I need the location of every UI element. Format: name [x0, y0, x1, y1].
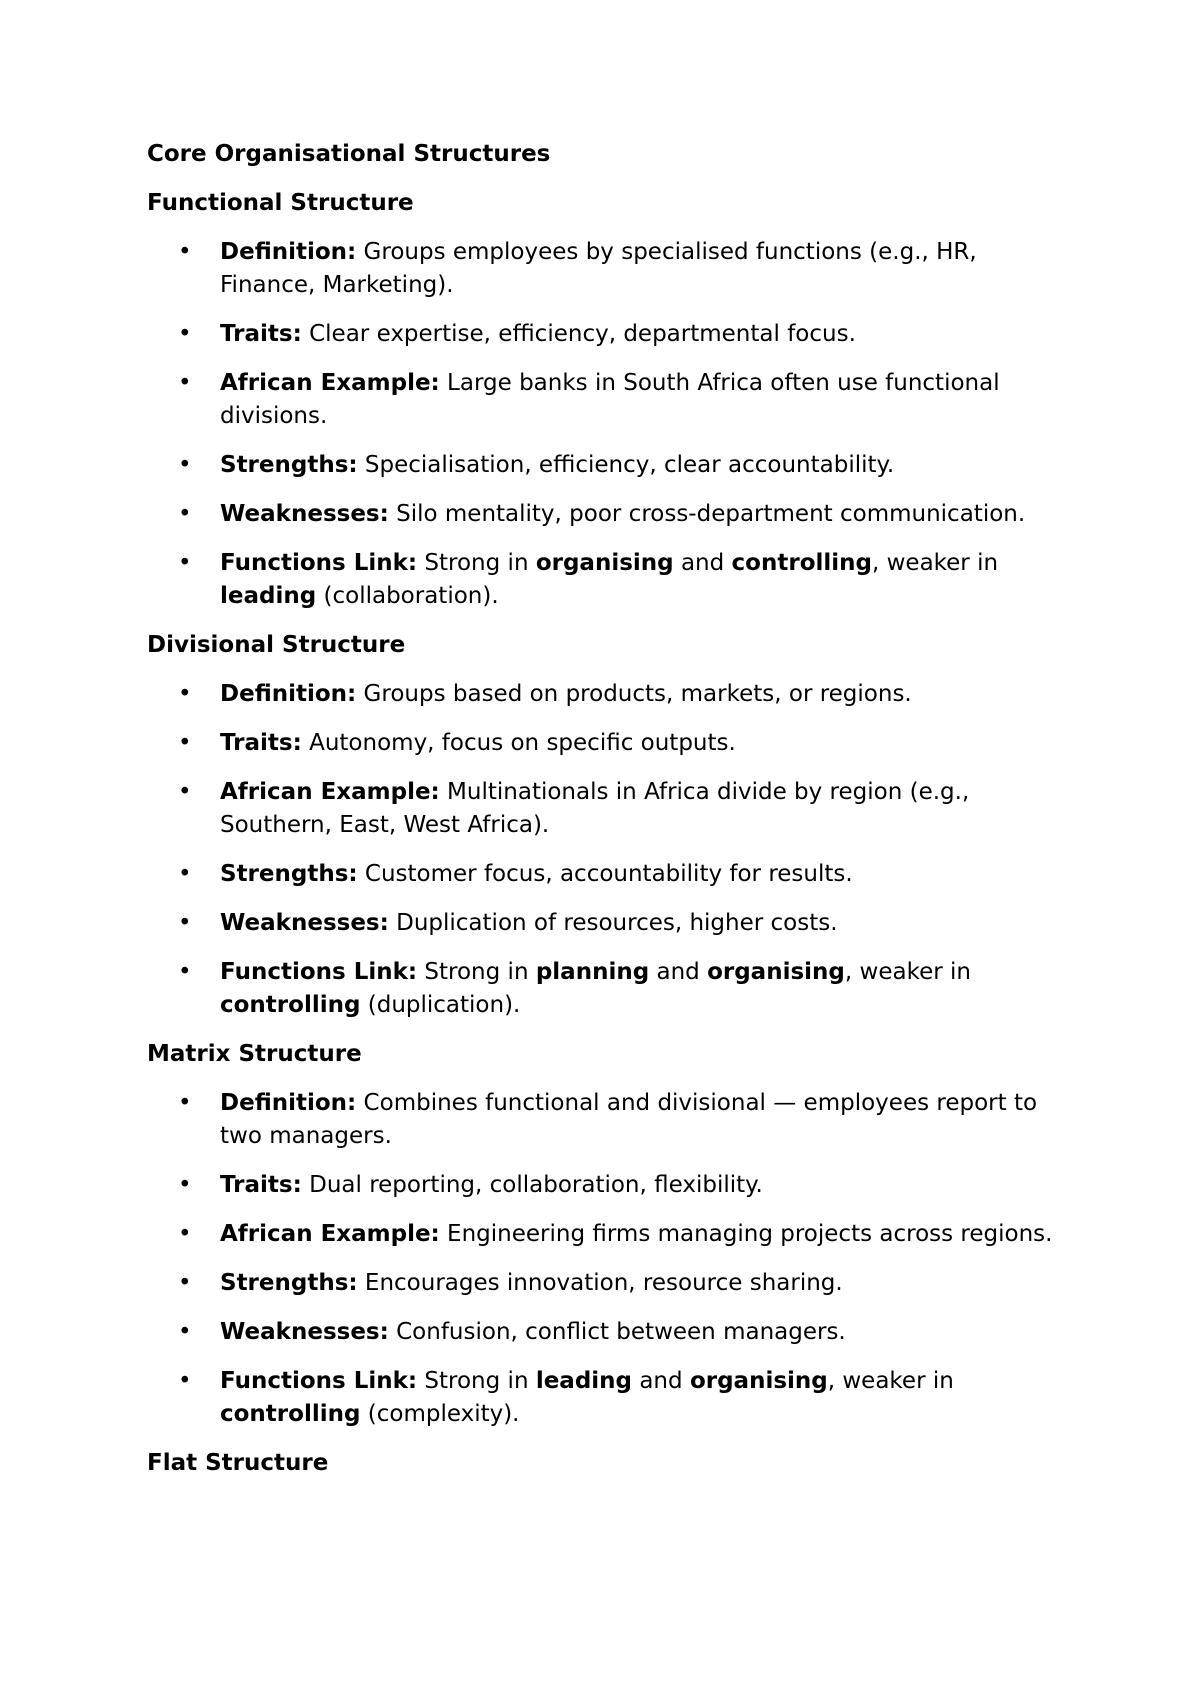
- bullet-icon: •: [178, 1270, 192, 1296]
- bold-text: Weaknesses:: [220, 910, 389, 936]
- list-item: [147, 318, 1067, 351]
- bullet-icon: •: [178, 370, 192, 396]
- bold-text: Weaknesses:: [220, 1319, 389, 1345]
- list-item: [147, 858, 1067, 891]
- list-item: [147, 956, 1067, 1022]
- list-item: [147, 547, 1067, 613]
- body-text: , weaker in: [871, 550, 999, 576]
- body-text: , weaker in: [844, 959, 971, 985]
- bold-text: controlling: [220, 992, 361, 1018]
- bullet-list: [147, 678, 1067, 1022]
- body-text: Clear expertise, efficiency, departmental focus.: [301, 321, 856, 347]
- bullet-icon: •: [178, 1172, 192, 1198]
- list-item: [147, 367, 1067, 433]
- bold-text: planning: [535, 959, 650, 985]
- bold-text: controlling: [220, 1401, 361, 1427]
- body-text: Duplication of resources, higher costs.: [388, 910, 838, 936]
- bold-text: African Example:: [220, 370, 440, 396]
- bullet-icon: •: [178, 1319, 192, 1345]
- body-text: (collaboration).: [316, 583, 499, 609]
- body-text: Large banks in South Africa often use functional divisions.: [220, 370, 1000, 429]
- list-item: [147, 236, 1067, 302]
- bold-text: Traits:: [220, 1172, 302, 1198]
- bullet-icon: •: [178, 501, 192, 527]
- bold-text: Strengths:: [220, 861, 358, 887]
- document-title: Core Organisational Structures: [147, 141, 551, 167]
- bullet-icon: •: [178, 681, 192, 707]
- bullet-icon: •: [178, 1368, 192, 1394]
- body-text: (duplication).: [360, 992, 521, 1018]
- bold-text: Traits:: [220, 321, 302, 347]
- bullet-list: [147, 1087, 1067, 1431]
- bold-text: leading: [535, 1368, 633, 1394]
- body-text: Silo mentality, poor cross-department communication.: [388, 501, 1026, 527]
- bullet-icon: •: [178, 910, 192, 936]
- body-text: Strong in: [417, 1368, 536, 1394]
- bold-text: Weaknesses:: [220, 501, 389, 527]
- bullet-icon: •: [178, 959, 192, 985]
- bold-text: Functions Link:: [220, 1368, 418, 1394]
- body-text: Dual reporting, collaboration, flexibility.: [301, 1172, 763, 1198]
- list-item: [147, 907, 1067, 940]
- list-item: [147, 1218, 1067, 1251]
- body-text: , weaker in: [827, 1368, 954, 1394]
- body-text: Confusion, conflict between managers.: [388, 1319, 846, 1345]
- bold-text: African Example:: [220, 779, 440, 805]
- section-heading: Flat Structure: [147, 1450, 329, 1476]
- list-item: [147, 776, 1067, 842]
- body-text: Groups based on products, markets, or regions.: [356, 681, 912, 707]
- bullet-icon: •: [178, 550, 192, 576]
- bold-text: Traits:: [220, 730, 302, 756]
- bold-text: African Example:: [220, 1221, 440, 1247]
- list-item: [147, 498, 1067, 531]
- bullet-icon: •: [178, 239, 192, 265]
- bullet-icon: •: [178, 321, 192, 347]
- bullet-icon: •: [178, 452, 192, 478]
- list-item: [147, 1087, 1067, 1153]
- section-heading: Divisional Structure: [147, 632, 406, 658]
- bullet-icon: •: [178, 1090, 192, 1116]
- section-heading: Functional Structure: [147, 190, 414, 216]
- body-text: Engineering firms managing projects across regions.: [439, 1221, 1053, 1247]
- body-text: and: [649, 959, 708, 985]
- list-item: [147, 678, 1067, 711]
- list-item: [147, 727, 1067, 760]
- bold-text: leading: [220, 583, 317, 609]
- body-text: Combines functional and divisional — employees report to two managers.: [220, 1090, 1038, 1149]
- bullet-icon: •: [178, 1221, 192, 1247]
- bold-text: Definition:: [220, 681, 357, 707]
- list-item: [147, 1365, 1067, 1431]
- bold-text: Functions Link:: [220, 550, 418, 576]
- body-text: (complexity).: [360, 1401, 520, 1427]
- bold-text: Functions Link:: [220, 959, 418, 985]
- bullet-list: [147, 236, 1067, 613]
- bold-text: Strengths:: [220, 452, 358, 478]
- bold-text: controlling: [731, 550, 872, 576]
- list-item: [147, 1316, 1067, 1349]
- list-item: [147, 1267, 1067, 1300]
- body-text: and: [673, 550, 732, 576]
- bold-text: Definition:: [220, 1090, 357, 1116]
- document-body: [147, 138, 1067, 1496]
- bullet-icon: •: [178, 861, 192, 887]
- bullet-icon: •: [178, 779, 192, 805]
- bold-text: organising: [689, 1368, 828, 1394]
- body-text: Groups employees by specialised functions (e.g., HR, Finance, Marketing).: [220, 239, 977, 298]
- bold-text: Definition:: [220, 239, 357, 265]
- section-heading: Matrix Structure: [147, 1041, 362, 1067]
- bold-text: Strengths:: [220, 1270, 358, 1296]
- body-text: Strong in: [417, 550, 536, 576]
- bold-text: organising: [707, 959, 845, 985]
- body-text: Strong in: [417, 959, 536, 985]
- list-item: [147, 449, 1067, 482]
- body-text: Customer focus, accountability for results.: [357, 861, 853, 887]
- body-text: and: [632, 1368, 690, 1394]
- body-text: Autonomy, focus on specific outputs.: [301, 730, 736, 756]
- body-text: Specialisation, efficiency, clear accountability.: [357, 452, 895, 478]
- bold-text: organising: [535, 550, 674, 576]
- list-item: [147, 1169, 1067, 1202]
- body-text: Multinationals in Africa divide by region (e.g., Southern, East, West Africa).: [220, 779, 970, 838]
- bullet-icon: •: [178, 730, 192, 756]
- body-text: Encourages innovation, resource sharing.: [357, 1270, 843, 1296]
